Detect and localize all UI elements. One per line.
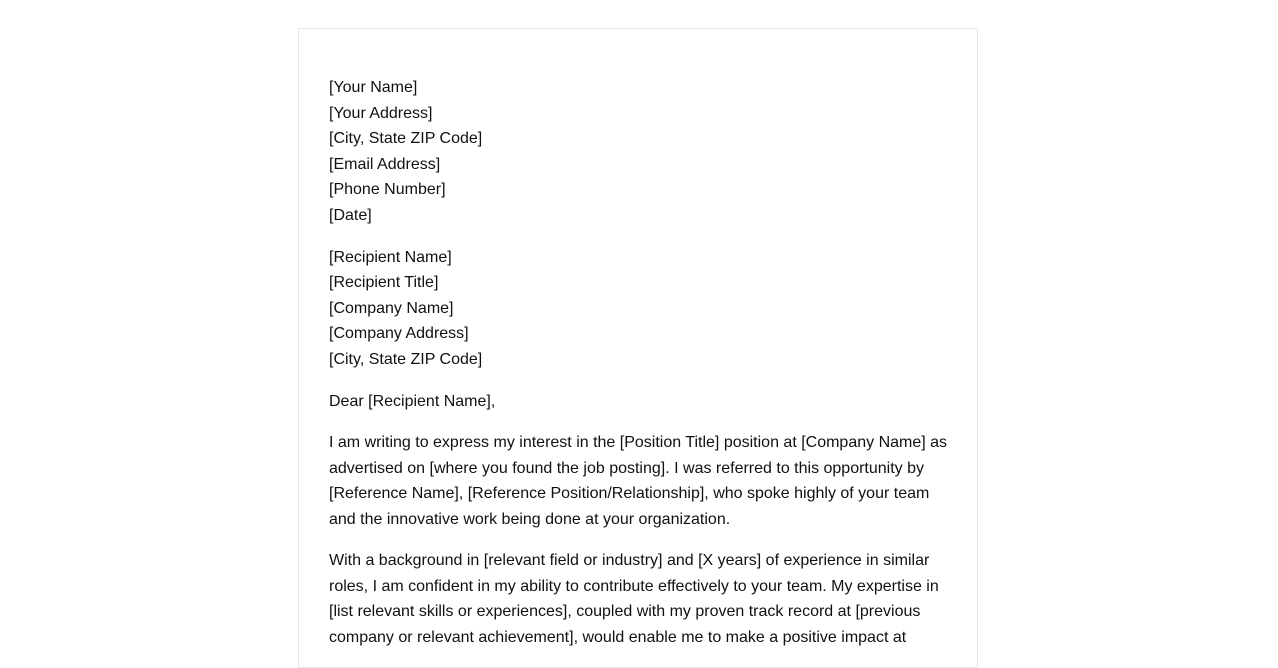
letter-page xyxy=(298,28,978,668)
body-paragraph-1: I am writing to express my interest in the [Position Title] position at [Company Name] as advertised on [where you found the job posting]. I was referred to this opportunity by [Reference Name], [Reference Position/Relationship], who spoke highly of your team and the innovative work being done at your organization. xyxy=(329,434,948,528)
sender-block xyxy=(329,75,955,228)
sender-email: [Email Address] xyxy=(329,155,441,173)
letter-date: [Date] xyxy=(329,206,372,224)
recipient-title: [Recipient Title] xyxy=(329,274,439,291)
sender-name: [Your Name] xyxy=(329,79,418,96)
recipient-block xyxy=(329,245,955,373)
sender-city-state-zip: [City, State ZIP Code] xyxy=(329,130,483,147)
letter-body xyxy=(329,75,955,666)
recipient-city-state-zip: [City, State ZIP Code] xyxy=(329,350,483,368)
sender-address: [Your Address] xyxy=(329,104,433,122)
salutation: Dear [Recipient Name], xyxy=(329,392,496,410)
recipient-name: [Recipient Name] xyxy=(329,248,452,266)
recipient-company: [Company Name] xyxy=(329,299,454,317)
sender-phone: [Phone Number] xyxy=(329,181,446,198)
recipient-company-address: [Company Address] xyxy=(329,325,469,342)
body-paragraph-2: With a background in [relevant field or industry] and [X years] of experience in similar roles, I am confident in my ability to contribute effectively to your team. My expertise in [list relevant skills or experiences], coupled with my proven track record at [previous company or relevant achievement], would enable me to make a positive impact at xyxy=(329,552,939,646)
